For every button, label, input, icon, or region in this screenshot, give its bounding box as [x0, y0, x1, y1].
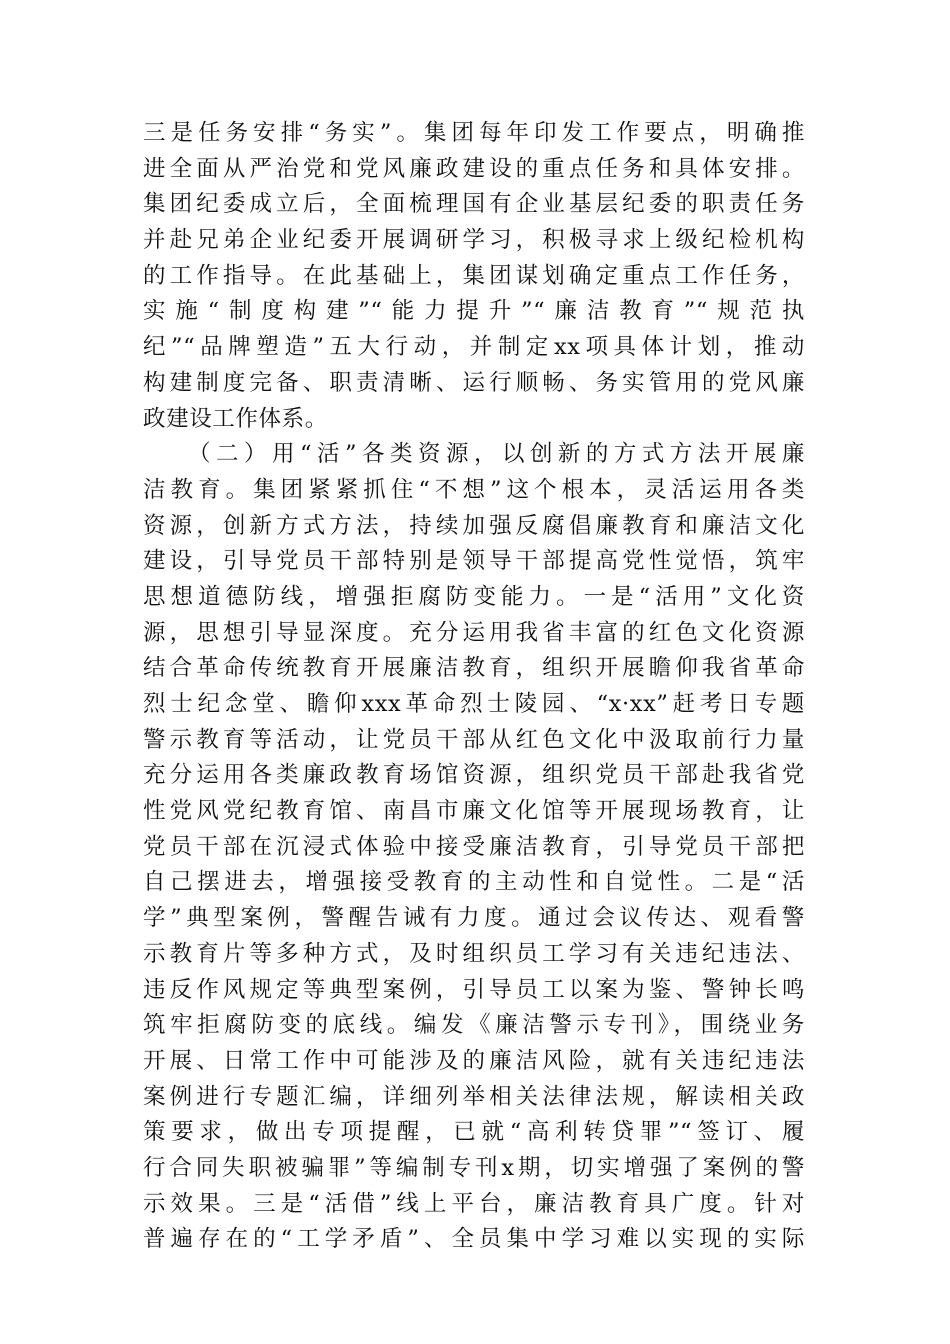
- text-line: 建设，引导党员干部特别是领导干部提高党性觉悟，筑牢: [143, 548, 805, 575]
- text-line: 学”典型案例，警醒告诫有力度。通过会议传达、观看警: [143, 905, 805, 932]
- text-line: 案例进行专题汇编，详细列举相关法律法规，解读相关政: [143, 1083, 805, 1110]
- text-line: 并赴兄弟企业纪委开展调研学习，积极寻求上级纪检机构: [143, 227, 805, 254]
- text-line: 政建设工作体系。: [143, 405, 328, 432]
- text-line: 行合同失职被骗罪”等编制专刊x期，切实增强了案例的警: [143, 1154, 805, 1181]
- text-line: 构建制度完备、职责清晰、运行顺畅、务实管用的党风廉: [143, 369, 805, 396]
- text-line: 纪”“品牌塑造”五大行动，并制定xx项具体计划，推动: [143, 334, 805, 361]
- text-line: 实施“制度构建”“能力提升”“廉洁教育”“规范执: [143, 298, 805, 325]
- text-line: 的工作指导。在此基础上，集团谋划确定重点工作任务，: [143, 262, 805, 289]
- text-line: 进全面从严治党和党风廉政建设的重点任务和具体安排。: [143, 155, 805, 182]
- text-line: 结合革命传统教育开展廉洁教育，组织开展瞻仰我省革命: [143, 655, 805, 682]
- text-line: 集团纪委成立后，全面梳理国有企业基层纪委的职责任务: [143, 191, 805, 218]
- text-line: 源，思想引导显深度。充分运用我省丰富的红色文化资源: [143, 619, 805, 646]
- text-line: 洁教育。集团紧紧抓住“不想”这个根本，灵活运用各类: [143, 476, 805, 503]
- text-line: 示教育片等多种方式，及时组织员工学习有关违纪违法、: [143, 940, 805, 967]
- text-line: 性党风党纪教育馆、南昌市廉文化馆等开展现场教育，让: [143, 798, 805, 825]
- text-line: 资源，创新方式方法，持续加强反腐倡廉教育和廉洁文化: [143, 512, 805, 539]
- text-line: 普遍存在的“工学矛盾”、全员集中学习难以实现的实际: [143, 1226, 805, 1253]
- text-line: 党员干部在沉浸式体验中接受廉洁教育，引导党员干部把: [143, 833, 805, 860]
- text-line: 筑牢拒腐防变的底线。编发《廉洁警示专刊》，围绕业务: [143, 1012, 805, 1039]
- text-line: 充分运用各类廉政教育场馆资源，组织党员干部赴我省党: [143, 762, 805, 789]
- text-line: 三是任务安排“务实”。集团每年印发工作要点，明确推: [143, 120, 805, 146]
- text-line: 烈士纪念堂、瞻仰xxx革命烈士陵园、“x·xx”赶考日专题: [143, 691, 805, 717]
- section-heading-line: （二）用“活”各类资源，以创新的方式方法开展廉: [188, 441, 805, 468]
- text-line: 策要求，做出专项提醒，已就“高利转贷罪”“签订、履: [143, 1119, 805, 1146]
- text-line: 违反作风规定等典型案例，引导员工以案为鉴、警钟长鸣: [143, 976, 805, 1003]
- document-body: [143, 116, 805, 1258]
- text-line: 思想道德防线，增强拒腐防变能力。一是“活用”文化资: [143, 583, 805, 610]
- text-line: 警示教育等活动，让党员干部从红色文化中汲取前行力量: [143, 726, 805, 753]
- text-line: 示效果。三是“活借”线上平台，廉洁教育具广度。针对: [143, 1190, 805, 1217]
- text-line: 自己摆进去，增强接受教育的主动性和自觉性。二是“活: [143, 869, 805, 896]
- text-line: 开展、日常工作中可能涉及的廉洁风险，就有关违纪违法: [143, 1047, 805, 1074]
